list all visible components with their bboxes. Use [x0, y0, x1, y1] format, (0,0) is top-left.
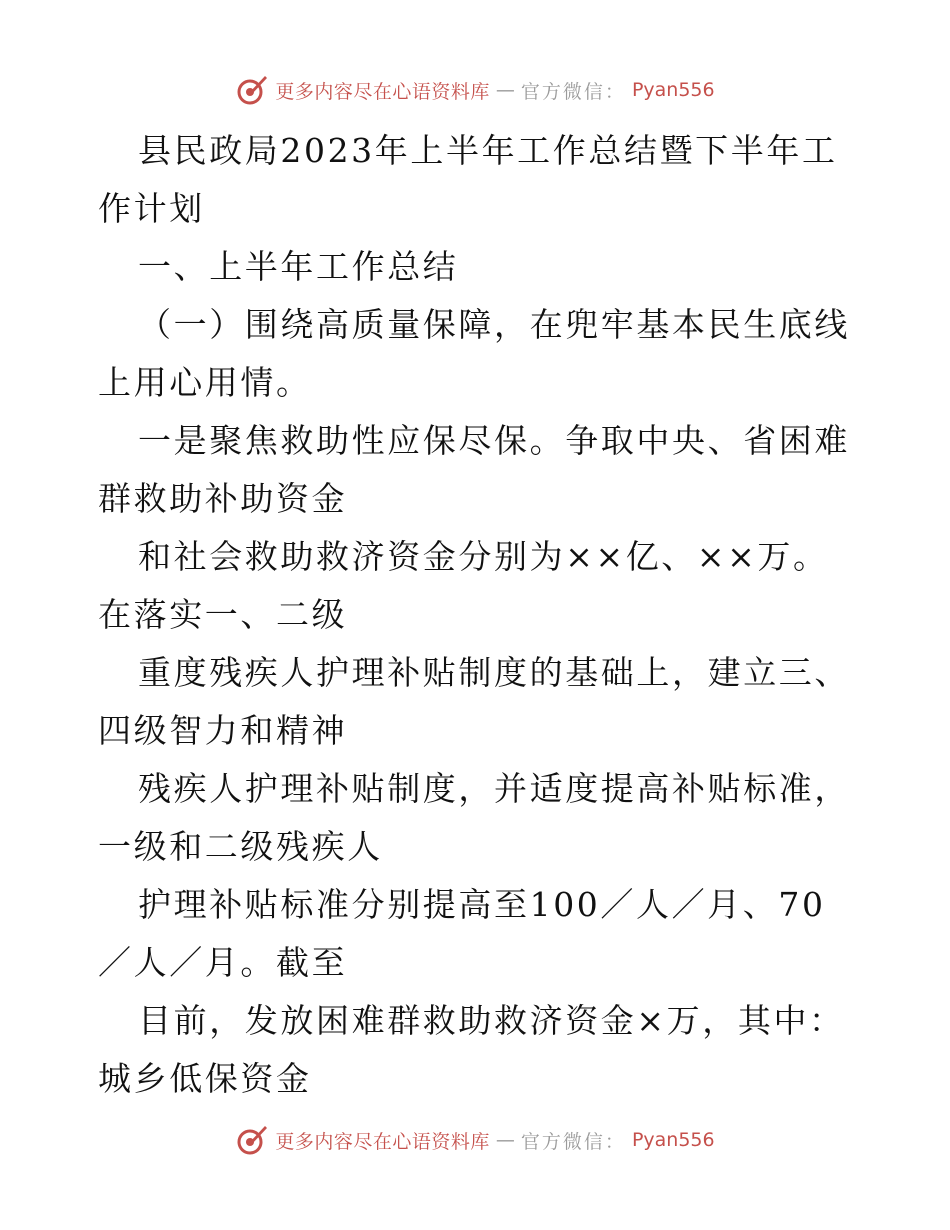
header-banner [0, 70, 950, 110]
body-paragraph: 护理补贴标准分别提高至100／人／月、70／人／月。截至 [98, 885, 826, 982]
subsection-heading: （一）围绕高质量保障，在兜牢基本民生底线上用心用情。 [98, 305, 850, 402]
banner-wechat-id: Pyan556 [631, 1129, 715, 1151]
body-paragraph: 重度残疾人护理补贴制度的基础上，建立三、四级智力和精神 [98, 653, 850, 750]
footer-banner [0, 1120, 950, 1160]
banner-wechat-id: Pyan556 [631, 79, 715, 101]
banner-main-text: 更多内容尽在心语资料库 [275, 80, 490, 103]
banner-main-text: 更多内容尽在心语资料库 [275, 1130, 490, 1153]
quill-pen-logo-icon [235, 73, 269, 107]
quill-pen-logo-icon [235, 1123, 269, 1157]
body-paragraph: 目前，发放困难群救助救济资金×万，其中：城乡低保资金 [98, 1001, 845, 1098]
banner-wechat-label: 官方微信： [520, 1130, 626, 1153]
document-title: 县民政局2023年上半年工作总结暨下半年工作计划 [98, 131, 838, 228]
section-heading: 一、上半年工作总结 [138, 247, 459, 286]
banner-separator: — [495, 79, 515, 101]
body-paragraph: 一是聚焦救助性应保尽保。争取中央、省困难群救助补助资金 [98, 421, 850, 518]
body-paragraph: 残疾人护理补贴制度，并适度提高补贴标准，一级和二级残疾人 [98, 769, 850, 866]
banner-separator: — [495, 1129, 515, 1151]
document-body [98, 122, 858, 1108]
banner-wechat-label: 官方微信： [520, 80, 626, 103]
body-paragraph: 和社会救助救济资金分别为××亿、××万。在落实一、二级 [98, 537, 829, 634]
